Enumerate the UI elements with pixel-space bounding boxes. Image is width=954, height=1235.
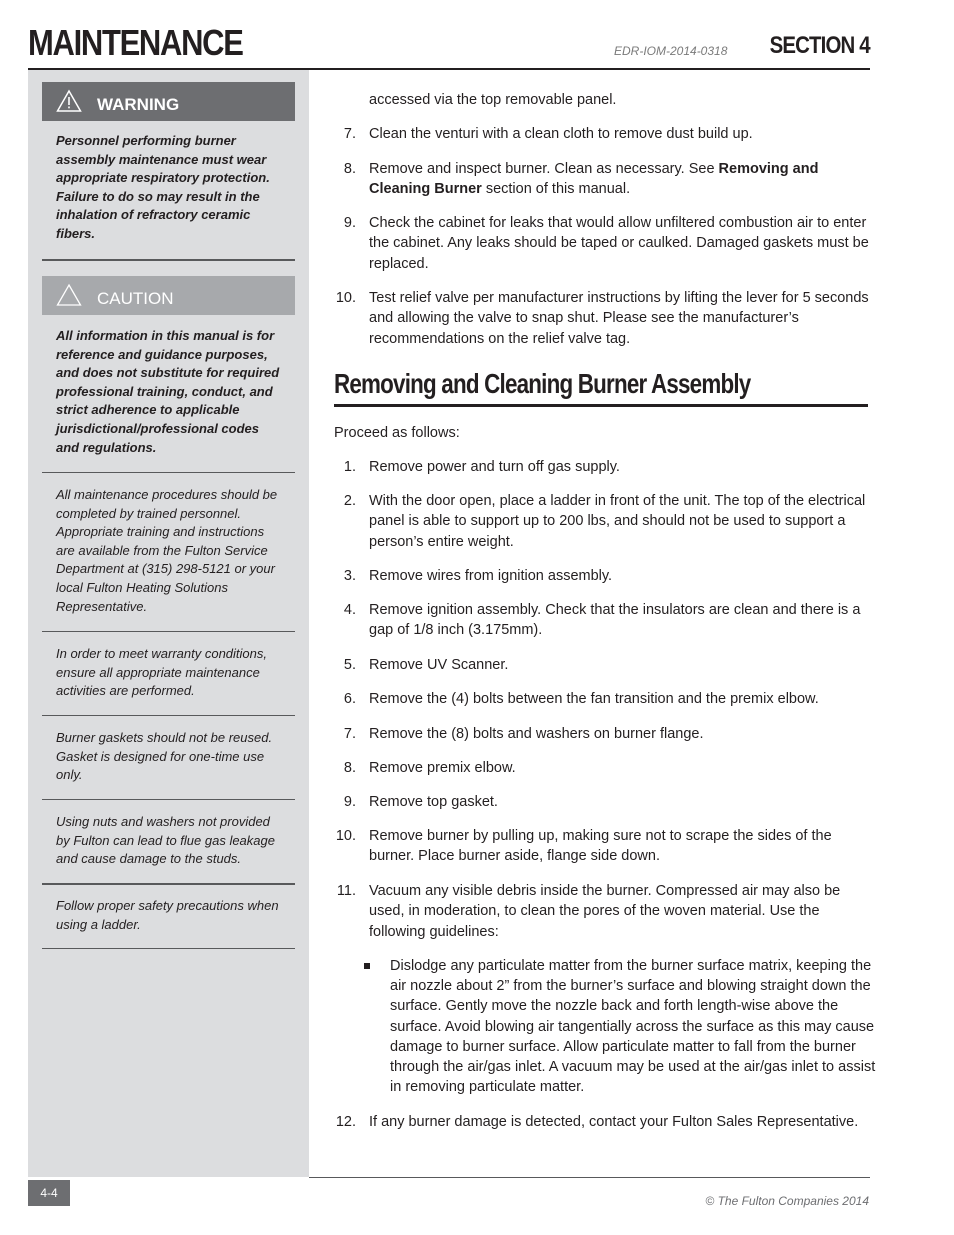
sidebar-note: In order to meet warranty conditions, ensure all appropriate maintenance activities are performed. — [56, 646, 267, 699]
list-number: 8. — [343, 161, 356, 177]
cross-reference: Removing and Cleaning Burner — [369, 161, 819, 198]
list-number: 5. — [343, 657, 356, 673]
list-number: 3. — [343, 568, 356, 584]
list-item: Vacuum any visible debris inside the burner. Compressed air may also be used, in moderation, to clean the pores of the woven material. Use the following guidelines: — [369, 883, 841, 940]
divider — [42, 259, 295, 261]
list-item: Remove top gasket. — [369, 794, 498, 810]
list-number: 11. — [336, 883, 356, 899]
list-item: Test relief valve per manufacturer instructions by lifting the lever for 5 seconds and allowing the valve to snap shut. Please see the manufacturer’s recommendations on the relief valve tag. — [369, 290, 869, 347]
list-number: 9. — [343, 215, 356, 231]
divider — [42, 715, 295, 716]
list-number: 2. — [343, 493, 356, 509]
list-number: 4. — [343, 602, 356, 618]
continued-text: accessed via the top removable panel. — [369, 92, 617, 108]
list-number: 10. — [335, 290, 356, 306]
list-item: Remove power and turn off gas supply. — [369, 459, 620, 475]
list-number: 12. — [335, 1114, 356, 1130]
list-item: Remove burner by pulling up, making sure not to scrape the sides of the burner. Place burner aside, flange side down. — [369, 828, 832, 865]
warning-header — [42, 82, 295, 121]
sidebar-note: Burner gaskets should not be reused. Gasket is designed for one-time use only. — [56, 730, 273, 783]
list-item: Remove premix elbow. — [369, 760, 516, 776]
divider — [42, 799, 295, 800]
list-number: 7. — [343, 726, 356, 742]
list-item: With the door open, place a ladder in front of the unit. The top of the electrical panel is able to support up to 200 lbs, and should not be used to support a person’s entire weight. — [369, 493, 866, 550]
list-number: 10. — [335, 828, 356, 844]
sidebar-note: All maintenance procedures should be completed by trained personnel. Appropriate training and instructions are available from the Fulton Service Department at (315) 298-5121 or your local Fulton Heating Solutions Representative. — [56, 487, 278, 614]
copyright: © The Fulton Companies 2014 — [705, 1194, 869, 1208]
sidebar-note: Using nuts and washers not provided by Fulton can lead to flue gas leakage and cause damage to the studs. — [56, 814, 275, 867]
list-number: 1. — [343, 459, 356, 475]
list-number: 6. — [343, 691, 356, 707]
bullet-square-icon — [364, 963, 370, 969]
list-item: Remove the (4) bolts between the fan transition and the premix elbow. — [369, 691, 819, 707]
list-item: Check the cabinet for leaks that would allow unfiltered combustion air to enter the cabinet. Any leaks should be taped or caulked. Damaged gaskets must be replaced. — [369, 215, 869, 272]
caution-header — [42, 276, 295, 315]
footer-rule — [309, 1177, 870, 1178]
warning-text: Personnel performing burner assembly maintenance must wear appropriate respiratory protection. Failure to do so may result in the inhalation of refractory ceramic fibers. — [56, 133, 270, 241]
section-label: SECTION 4 — [769, 32, 870, 59]
caution-label: CAUTION — [97, 289, 174, 308]
list-item: Remove UV Scanner. — [369, 657, 509, 673]
caution-triangle-icon — [56, 283, 82, 307]
divider — [42, 948, 295, 949]
list-item: Remove the (8) bolts and washers on burner flange. — [369, 726, 704, 742]
caution-text: All information in this manual is for reference and guidance purposes, and does not substitute for required professional training, conduct, and strict adherence to applicable jurisdictional/professional codes and regulations. — [56, 328, 280, 455]
heading-rule — [334, 404, 868, 407]
divider — [42, 472, 295, 473]
list-number: 8. — [343, 760, 356, 776]
warning-triangle-icon — [56, 89, 82, 113]
warning-label: WARNING — [97, 95, 180, 114]
page-title: MAINTENANCE — [28, 22, 243, 63]
document-number: EDR-IOM-2014-0318 — [614, 44, 728, 58]
list-item: Clean the venturi with a clean cloth to remove dust build up. — [369, 126, 753, 142]
divider — [42, 883, 295, 885]
list-number: 7. — [343, 126, 356, 142]
intro-text: Proceed as follows: — [334, 425, 460, 441]
list-item: If any burner damage is detected, contact your Fulton Sales Representative. — [369, 1114, 859, 1130]
page-number: 4-4 — [28, 1180, 70, 1206]
bullet-item: Dislodge any particulate matter from the burner surface matrix, keeping the air nozzle about 2” from the burner’s surface and blowing straight down the surface. Gently move the nozzle back and forth length-wise above the surface. Avoid blowing air tangentially across the surface as this may cause damage to burner surface. Allow particulate matter to fall from the burner through the air/gas inlet. A vacuum may be used at the air/gas inlet to assist in removing particulate matter. — [390, 958, 876, 1096]
list-number: 9. — [343, 794, 356, 810]
list-item: Remove ignition assembly. Check that the insulators are clean and there is a gap of 1/8 inch (3.175mm). — [369, 602, 861, 639]
sidebar-note: Follow proper safety precautions when using a ladder. — [56, 898, 279, 932]
list-item: Remove and inspect burner. Clean as necessary. See Removing and Cleaning Burner section of this manual. — [369, 161, 819, 198]
section-heading: Removing and Cleaning Burner Assembly — [334, 368, 751, 399]
divider — [42, 631, 295, 632]
list-item: Remove wires from ignition assembly. — [369, 568, 613, 584]
